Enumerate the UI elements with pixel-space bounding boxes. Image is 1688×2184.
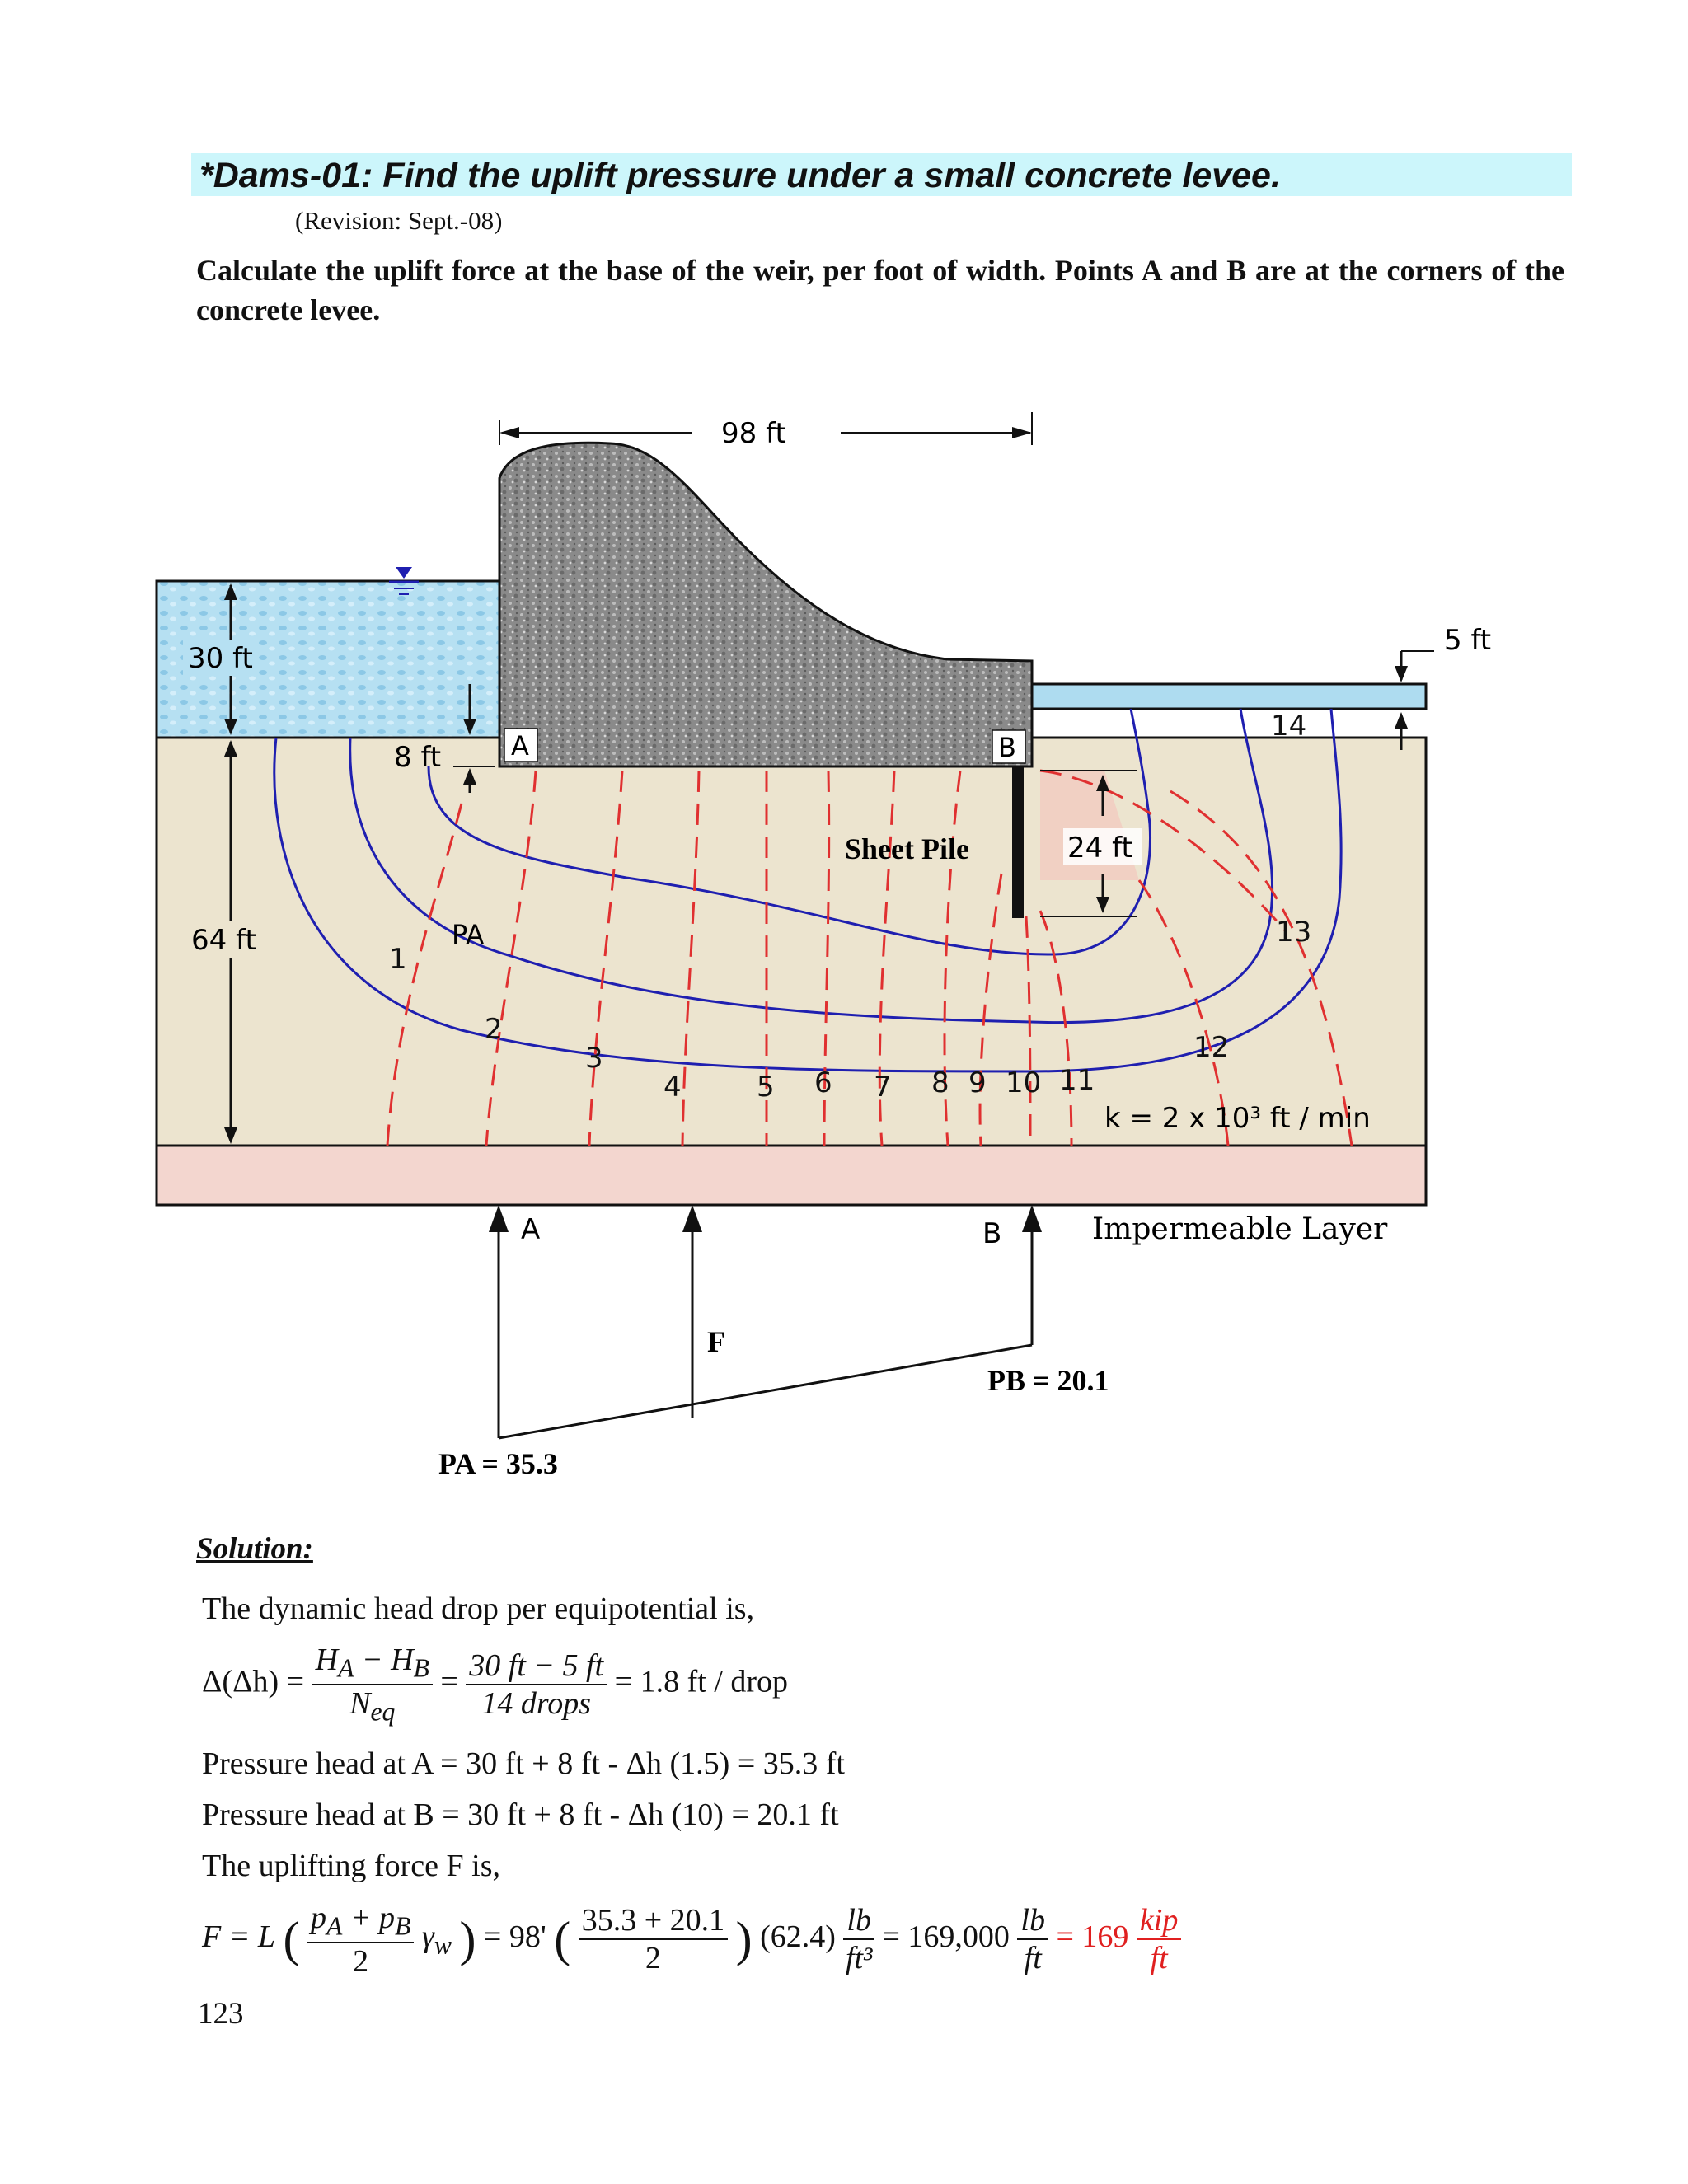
permeability-label: k = 2 x 10³ ft / min: [1104, 1102, 1371, 1135]
eq1-lhs: Δ(Δh) =: [202, 1664, 305, 1699]
equation-head-drop: Δ(Δh) = $\frac{H_A - H_B}{N_{eq}}$ = $\frac{30 ft - 5 ft}{\text{14 drops}}$ = 1.8 ft / drop: [202, 1643, 789, 1727]
drop-number: 9: [968, 1066, 987, 1099]
sheet-pile: [1012, 766, 1024, 918]
eq1-fraction-numeric: [466, 1647, 607, 1722]
dim-soil-label: 64 ft: [191, 924, 256, 957]
drop-number: 12: [1193, 1031, 1230, 1064]
eq2-unit-weight: (62.4): [760, 1919, 836, 1955]
uplift-b-label: B: [982, 1217, 1002, 1250]
uplift-pressure-diagram: [438, 1205, 1109, 1480]
eq1-num-symbolic: $H_A - H_B$: [312, 1642, 433, 1685]
eq2-den-numeric: 2: [645, 1941, 661, 1976]
solution-line-4: The uplifting force F is,: [202, 1849, 500, 1883]
drop-number: 10: [1006, 1066, 1042, 1099]
uplift-a-label: A: [521, 1213, 541, 1246]
solution-line-2: Pressure head at A = 30 ft + 8 ft - Δh (1.5) = 35.3 ft: [202, 1746, 845, 1781]
eq2-num-numeric: 35.3 + 20.1: [579, 1902, 728, 1940]
dim-tailwater-label: 5 ft: [1444, 624, 1492, 657]
eq1-rhs: = 1.8 ft / drop: [614, 1664, 789, 1699]
point-b-label: B: [998, 732, 1016, 763]
drop-number: 14: [1271, 710, 1307, 743]
drop-number: 8: [931, 1066, 950, 1099]
dim-headwater-label: 30 ft: [188, 642, 253, 675]
eq1-num-numeric: 30 ft − 5 ft: [466, 1647, 607, 1685]
drop-number: 11: [1059, 1064, 1095, 1097]
eq2-lhs: F = L: [202, 1919, 275, 1955]
eq2-unit-1: $\frac{lb}{\text{ft³}}$: [843, 1902, 874, 1976]
page-number: 123: [198, 1997, 244, 2031]
solution-line-1: The dynamic head drop per equipotential is,: [202, 1591, 755, 1626]
drop-number: 3: [585, 1042, 603, 1075]
drop-number: 4: [663, 1071, 682, 1104]
eq2-gamma: $\gamma_w$: [421, 1919, 452, 1960]
tailwater: [1032, 684, 1426, 709]
eq2-unit-3: $\frac{\text{kip}}{ft}$: [1137, 1902, 1181, 1976]
dim-sheetpile-label: 24 ft: [1067, 832, 1132, 865]
sheet-pile-label: Sheet Pile: [845, 832, 969, 865]
drop-number: 2: [485, 1013, 503, 1046]
impermeable-layer: [157, 1146, 1426, 1205]
eq1-den-symbolic: $N_{eq}$: [349, 1685, 396, 1727]
page-title: *Dams-01: Find the uplift pressure under a small concrete levee.: [199, 156, 1281, 195]
dim-8ft-label: 8 ft: [394, 741, 442, 774]
pa-soil-label: PA: [452, 919, 485, 950]
drop-number: 7: [874, 1071, 892, 1104]
eq2-fraction-symbolic: [307, 1900, 414, 1980]
eq2-den-symbolic: 2: [353, 1943, 369, 1979]
drop-number: 1: [389, 943, 407, 976]
eq2-mid: = 98': [483, 1919, 546, 1955]
dim-width-label: 98 ft: [721, 417, 786, 450]
drop-number: 13: [1276, 916, 1312, 949]
soil-layer: [157, 738, 1426, 1146]
solution-heading: Solution:: [196, 1532, 313, 1566]
concrete-levee: [499, 443, 1032, 766]
eq2-num-symbolic: $p_A + p_B$: [307, 1900, 414, 1943]
revision-note: (Revision: Sept.-08): [295, 206, 503, 235]
impermeable-label: Impermeable Layer: [1092, 1212, 1388, 1246]
eq2-unit-2: $\frac{lb}{ft}$: [1017, 1902, 1048, 1976]
eq1-den-numeric: 14 drops: [481, 1685, 592, 1721]
eq2-result: = 169: [1056, 1919, 1129, 1955]
problem-statement: Calculate the uplift force at the base of the weir, per foot of width. Points A and B are at the corners of the concrete levee.: [196, 254, 1564, 326]
point-a-label: A: [511, 730, 529, 762]
eq2-fraction-numeric: [579, 1902, 728, 1976]
solution-line-3: Pressure head at B = 30 ft + 8 ft - Δh (10) = 20.1 ft: [202, 1797, 839, 1832]
eq1-fraction-symbolic: [312, 1642, 433, 1727]
pb-value-label: PB = 20.1: [987, 1364, 1109, 1397]
force-label: F: [707, 1325, 725, 1358]
equation-uplift-force: F = L ( $\frac{p_A + p_B}{2}$ $\gamma_w$ ) = 98' ( $\frac{35.3 + 20.1}{2}$ ) (62.4) $\frac{lb}{\text{ft³}}$ = 169,000 $\frac{lb}{ft}$ = 169 $\frac{\text{kip}}{ft}$: [202, 1900, 1181, 1980]
eq2-value: = 169,000: [882, 1919, 1010, 1955]
pa-value-label: PA = 35.3: [438, 1447, 558, 1480]
drop-number: 5: [757, 1071, 775, 1104]
drop-number: 6: [814, 1066, 832, 1099]
